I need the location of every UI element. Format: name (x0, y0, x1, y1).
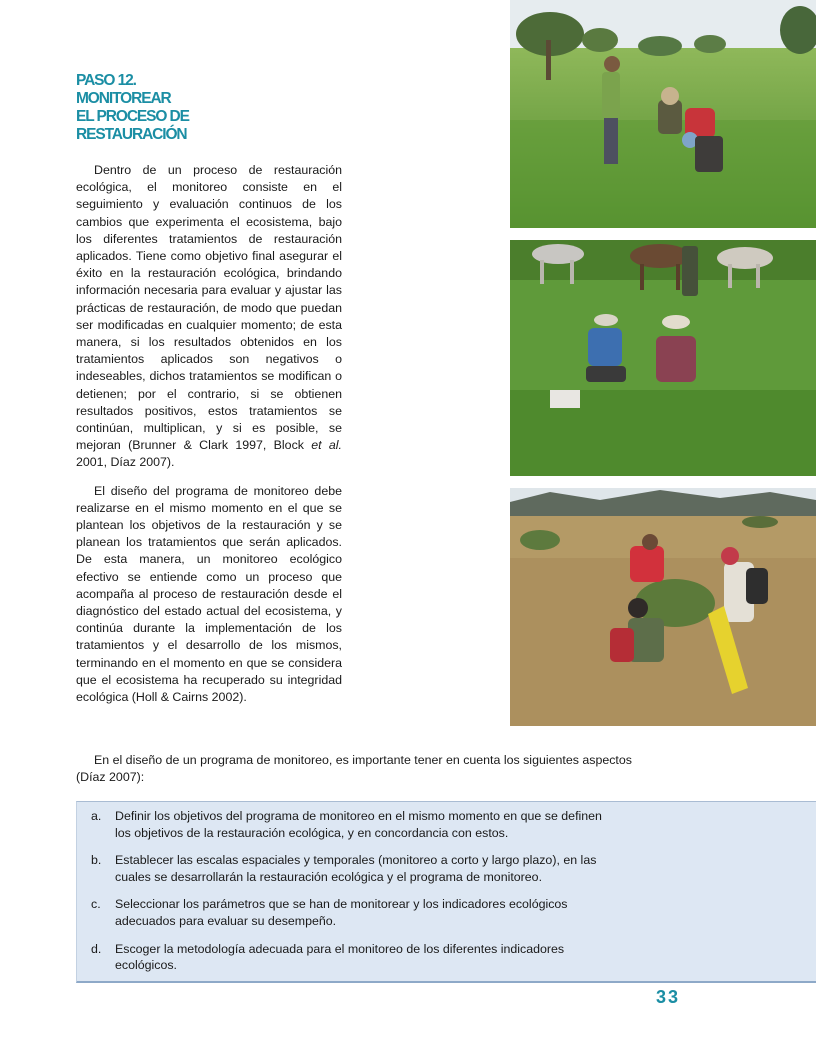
aspects-box (76, 801, 816, 983)
list-marker: c. (91, 897, 101, 912)
list-item (91, 852, 621, 885)
list-item-text: Establecer las escalas espaciales y temporales (monitoreo a corto y largo plazo), en las cuales se desarrollarán la restauración ecológica y el programa de monitoreo. (115, 853, 597, 884)
list-item-text: Seleccionar los parámetros que se han de monitorear y los indicadores ecológicos adecuados para evaluar su desempeño. (115, 897, 568, 928)
paragraph-program-design: El diseño del programa de monitoreo debe realizarse en el mismo momento en el que se plantean los objetivos de la restauración y se planean los tratamientos que serán aplicados. De esta manera, un monitoreo ecológico efectivo se entiende como un proceso que acompaña al proceso de restauración desde el diagnóstico del estado actual del ecosistema, y continúa durante la implementación de los tratamientos y el desarrollo de los mismos, terminando en el momento en que se considera que el ecosistema ha recuperado su integridad ecológica (Holl & Cairns 2002). (76, 483, 342, 705)
photo-field-team-grassland (510, 0, 816, 228)
paragraph-aspects-intro: En el diseño de un programa de monitoreo, es importante tener en cuenta los siguientes aspectos (Díaz 2007): (76, 753, 632, 785)
paragraph-text: Dentro de un proceso de restauración ecológica, el monitoreo consiste en el seguimiento y evaluación continuos de los cambios que experimenta el ecosistema, bajo los diferentes tratamientos de restauración aplicados. Tiene como objetivo final asegurar el éxito en la restauración ecológica, brindando información necesaria para evaluar y ajustar las prácticas de restauración, de modo que puedan ser modificadas en cualquier momento; de esta manera, si los resultados obtenidos en los tratamientos aplicados son negativos o indeseables, dichos tratamientos se modifican o detienen; por el contrario, si se obtienen resultados positivos, estos tratamientos se continúan, multiplican, y si es posible, se mejoran (Brunner & Clark 1997, Block (76, 163, 342, 453)
list-item-text: Definir los objetivos del programa de monitoreo en el mismo momento en que se definen los objetivos de la restauración ecológica, y en concordancia con estos. (115, 809, 602, 840)
list-marker: d. (91, 941, 102, 956)
title-line: PASO 12. (76, 72, 136, 89)
paragraph-monitoring-definition (76, 162, 342, 472)
page-number: 33 (656, 987, 681, 1007)
body-column (76, 162, 342, 717)
photo-grassland-image (510, 0, 816, 228)
photo-dry-grassland-team (510, 488, 816, 726)
paragraph-text: 2001, Díaz 2007). (76, 455, 175, 470)
list-item (91, 808, 621, 841)
title-line: EL PROCESO DE (76, 108, 189, 125)
list-item-text: Escoger la metodología adecuada para el monitoreo de los diferentes indicadores ecológicos. (115, 941, 565, 973)
photo-dry-grassland-image (510, 488, 816, 726)
title-line: RESTAURACIÓN (76, 126, 187, 143)
title-line: MONITOREAR (76, 90, 171, 107)
section-title (76, 72, 276, 144)
photo-sampling-with-horses (510, 240, 816, 476)
aspects-list (77, 802, 621, 974)
citation-emphasis: et al. (311, 438, 342, 453)
list-item (91, 941, 621, 974)
photo-horses-image (510, 240, 816, 476)
list-marker: a. (91, 809, 102, 823)
list-marker: b. (91, 853, 102, 868)
list-item (91, 896, 621, 929)
